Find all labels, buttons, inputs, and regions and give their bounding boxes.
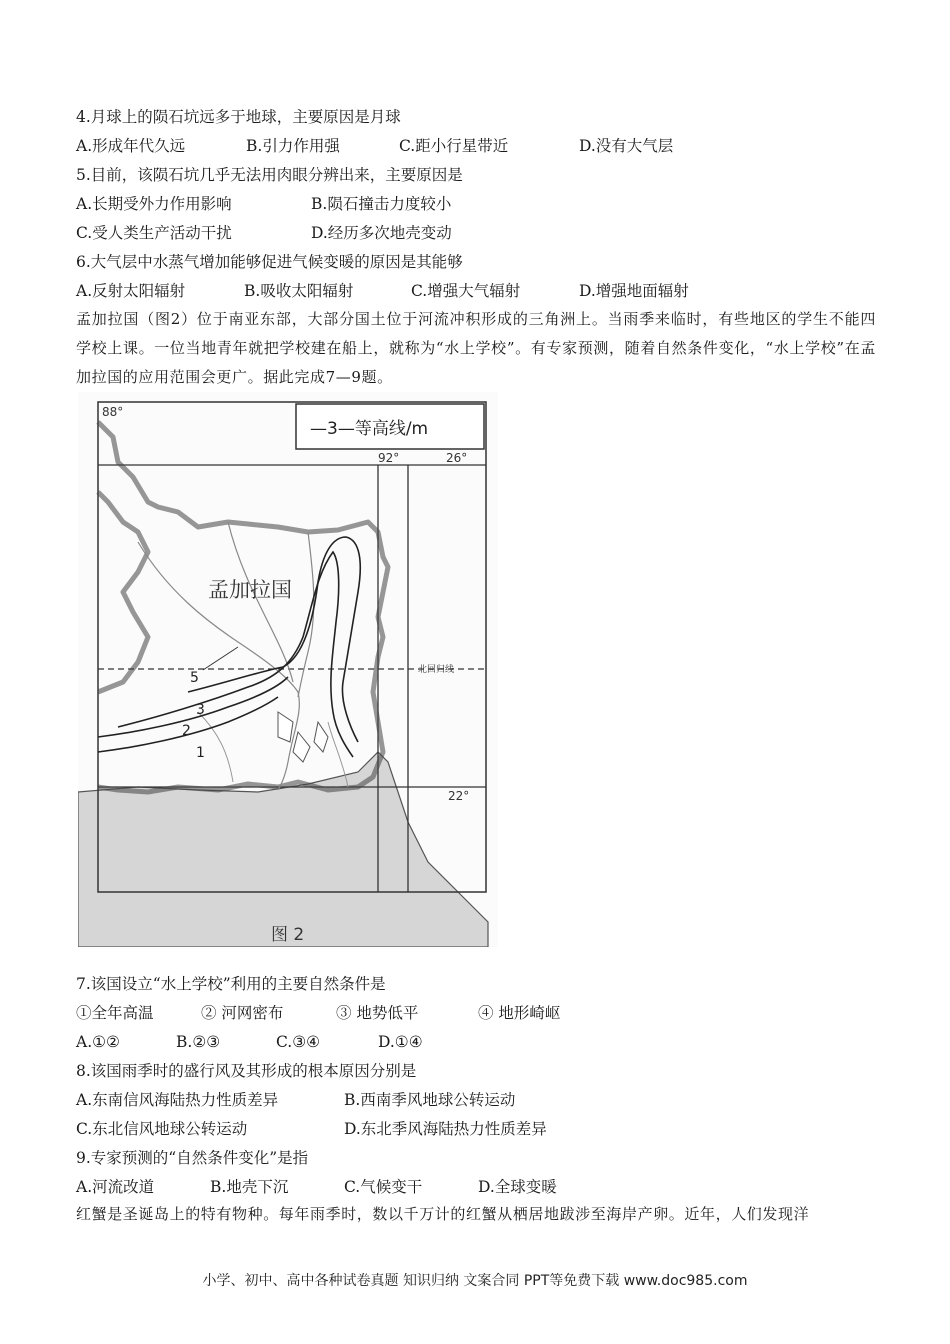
q8-option-a: A.东南信风海陆热力性质差异 [76, 1091, 279, 1109]
q9-option-c: C.气候变干 [344, 1178, 423, 1196]
q4-option-c: C.距小行星带近 [399, 137, 509, 155]
q6-option-b: B.吸收太阳辐射 [244, 282, 354, 300]
figure-2-map [78, 392, 498, 947]
lat-22-label: 22° [448, 789, 470, 803]
q9-option-b: B.地壳下沉 [210, 1178, 289, 1196]
q4-option-a: A.形成年代久远 [76, 137, 186, 155]
lon-92-label: 92° [378, 451, 400, 465]
q5-stem: 5.目前，该陨石坑几乎无法用肉眼分辨出来，主要原因是 [76, 166, 463, 184]
q8-option-c: C.东北信风地球公转运动 [76, 1120, 248, 1138]
passage-bangladesh: 孟加拉国（图2）位于南亚东部，大部分国土位于河流冲积形成的三角洲上。当雨季来临时，有些地区的学生不能四学校上课。一位当地青年就把学校建在船上，就称为“水上学校”。有专家预测，随着自然条件变化，“水上学校”在孟加拉国的应用范围会更广。据此完成7—9题。 [76, 310, 876, 386]
contour-label-1: 1 [196, 745, 205, 761]
contour-label-5: 5 [190, 670, 199, 686]
q9-stem: 9.专家预测的“自然条件变化”是指 [76, 1149, 309, 1167]
lat-26-label: 26° [446, 451, 468, 465]
q9-option-d: D.全球变暖 [478, 1178, 557, 1196]
q8-option-d: D.东北季风海陆热力性质差异 [344, 1120, 547, 1138]
q6-option-c: C.增强大气辐射 [411, 282, 521, 300]
q7-stem: 7.该国设立“水上学校”利用的主要自然条件是 [76, 975, 386, 993]
q4-stem: 4.月球上的陨石坑远多于地球，主要原因是月球 [76, 108, 401, 126]
q7-item-4: ④ 地形崎岖 [478, 1004, 561, 1022]
q5-option-d: D.经历多次地壳变动 [311, 224, 452, 242]
q7-option-d: D.①④ [378, 1033, 423, 1051]
lon-88-label: 88° [102, 405, 124, 419]
q7-option-b: B.②③ [176, 1033, 221, 1051]
q5-option-a: A.长期受外力作用影响 [76, 195, 232, 213]
page-footer: 小学、初中、高中各种试卷真题 知识归纳 文案合同 PPT等免费下载 www.doc985.com [202, 1273, 748, 1289]
country-label: 孟加拉国 [208, 578, 292, 602]
q5-option-b: B.陨石撞击力度较小 [311, 195, 452, 213]
q6-option-a: A.反射太阳辐射 [76, 282, 186, 300]
q6-option-d: D.增强地面辐射 [579, 282, 689, 300]
q4-option-d: D.没有大气层 [579, 137, 674, 155]
q7-item-1: ①全年高温 [76, 1004, 154, 1022]
q5-option-c: C.受人类生产活动干扰 [76, 224, 232, 242]
contour-label-2: 2 [182, 723, 191, 739]
q7-item-3: ③ 地势低平 [336, 1004, 419, 1022]
q7-option-c: C.③④ [276, 1033, 321, 1051]
q7-option-a: A.①② [76, 1033, 120, 1051]
q8-stem: 8.该国雨季时的盛行风及其形成的根本原因分别是 [76, 1062, 417, 1080]
contour-label-3: 3 [196, 702, 205, 718]
q9-option-a: A.河流改道 [76, 1178, 155, 1196]
passage-red-crab: 红蟹是圣诞岛上的特有物种。每年雨季时，数以千万计的红蟹从栖居地跋涉至海岸产卵。近年，人们发现洋 [76, 1205, 810, 1223]
q4-option-b: B.引力作用强 [246, 137, 340, 155]
tropic-label: 北回归线 [418, 665, 455, 675]
q8-option-b: B.西南季风地球公转运动 [344, 1091, 516, 1109]
figure-caption: 图 2 [271, 925, 305, 945]
legend-label: —3—等高线/m [310, 419, 429, 439]
q7-item-2: ② 河网密布 [201, 1004, 284, 1022]
q6-stem: 6.大气层中水蒸气增加能够促进气候变暖的原因是其能够 [76, 253, 463, 271]
